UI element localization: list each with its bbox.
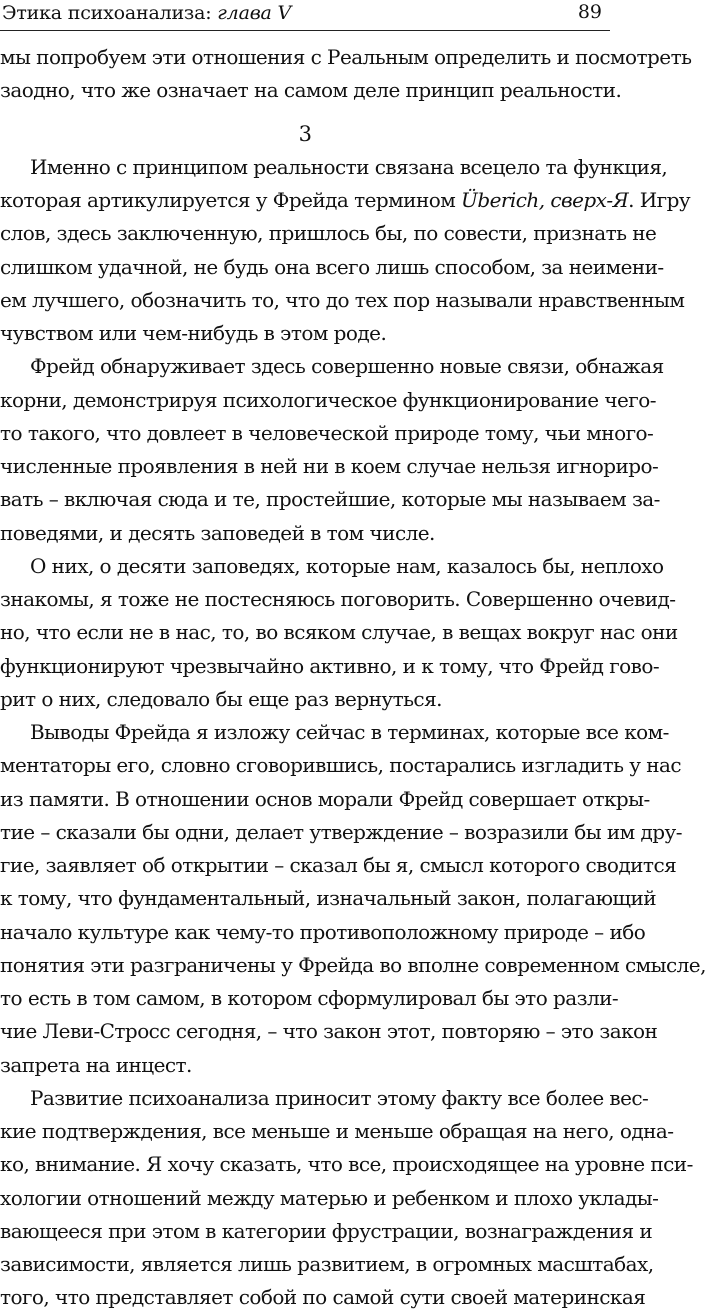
paragraph [0, 1082, 693, 1315]
section-number: 3 [298, 121, 312, 146]
text-line: понятия эти разграничены у Фрейда во вполне современном смысле, [0, 952, 706, 977]
text-line: гие, заявляет об открытии – сказал бы я, смысл которого сводится [0, 853, 677, 877]
text-line: Именно с принципом реальности связана всецело та функция, [30, 154, 668, 179]
text-line: но, что если не в нас, то, во всяком случае, в вещах вокруг нас они [0, 620, 678, 645]
text-line: начало культуре как чему-то противоположному природе – ибо [0, 919, 646, 944]
text-line: поведями, и десять заповедей в том числе. [0, 520, 435, 545]
text-line: тие – сказали бы одни, делает утверждение – возразили бы им дру- [0, 819, 682, 844]
text-line: ментаторы его, словно сговорившись, постарались изгладить у нас [0, 753, 682, 778]
paragraph [0, 550, 678, 716]
paragraph [0, 350, 664, 550]
text-line: вающееся при этом в категории фрустрации, вознаграждения и [0, 1218, 653, 1243]
running-title-italic: глава V [217, 2, 292, 24]
text-line: чие Леви-Стросс сегодня, – что закон этот, повторяю – это закон [0, 1019, 658, 1044]
paragraph [0, 151, 691, 351]
text-line: ем лучшего, обозначить то, что до тех пор называли нравственным [0, 287, 685, 312]
text-line: слов, здесь заключенную, пришлось бы, по совести, признать не [0, 221, 657, 246]
text-line: хологии отношений между матерью и ребенком и плохо уклады- [0, 1185, 659, 1210]
paragraph [0, 41, 692, 108]
text-line: из памяти. В отношении основ морали Фрейд совершает откры- [0, 786, 650, 811]
text-line: рит о них, следовало бы еще раз вернуться. [0, 686, 442, 711]
text-line: Выводы Фрейда я изложу сейчас в терминах, которые все ком- [30, 720, 669, 744]
term-italic: Überich, сверх-Я [461, 188, 629, 212]
text-line: то есть в том самом, в котором сформулировал бы это разли- [0, 986, 619, 1010]
text-line: то такого, что довлеет в человеческой природе тому, чьи много- [0, 420, 654, 445]
text-line: Развитие психоанализа приносит этому факту все более вес- [30, 1085, 649, 1110]
text-line: знакомы, я тоже не постесняюсь поговорить. Совершенно очевид- [0, 587, 676, 611]
text-line: чувством или чем-нибудь в этом роде. [0, 321, 387, 345]
text-line: зависимости, является лишь развитием, в огромных масштабах, [0, 1252, 654, 1276]
text-line: слишком удачной, не будь она всего лишь способом, за неимени- [0, 254, 664, 279]
paragraph [0, 716, 706, 1082]
text-run: . Игру [628, 188, 691, 212]
text-line: функционируют чрезвычайно активно, и к тому, что Фрейд гово- [0, 653, 660, 678]
text-line: ко, внимание. Я хочу сказать, что все, происходящее на уровне пси- [0, 1152, 693, 1177]
body-text [0, 41, 706, 1315]
running-title [2, 2, 291, 24]
text-line: заодно, что же означает на самом деле принцип реальности. [0, 78, 622, 103]
text-run: которая артикулируется у Фрейда термином [0, 188, 462, 212]
text-line: к тому, что фундаментальный, изначальный закон, полагающий [0, 886, 657, 911]
text-line-mixed [0, 184, 691, 217]
text-line: численные проявления в ней ни в коем случае нельзя игнориро- [0, 454, 659, 478]
text-line: кие подтверждения, все меньше и меньше обращая на него, одна- [0, 1119, 674, 1143]
text-line: того, что представляет собой по самой сути своей материнская [0, 1285, 646, 1310]
text-line: Фрейд обнаруживает здесь совершенно новые связи, обнажая [30, 354, 664, 379]
text-line: мы попробуем эти отношения с Реальным определить и посмотреть [0, 45, 692, 69]
text-line: О них, о десяти заповедях, которые нам, казалось бы, неплохо [30, 553, 664, 578]
text-line: запрета на инцест. [0, 1052, 192, 1077]
text-line: вать – включая сюда и те, простейшие, которые мы называем за- [0, 487, 660, 512]
text-line: корни, демонстрируя психологическое функционирование чего- [0, 387, 656, 412]
running-header [0, 0, 610, 31]
running-title-roman: Этика психоанализа: [2, 2, 218, 24]
page-number: 89 [577, 1, 602, 23]
